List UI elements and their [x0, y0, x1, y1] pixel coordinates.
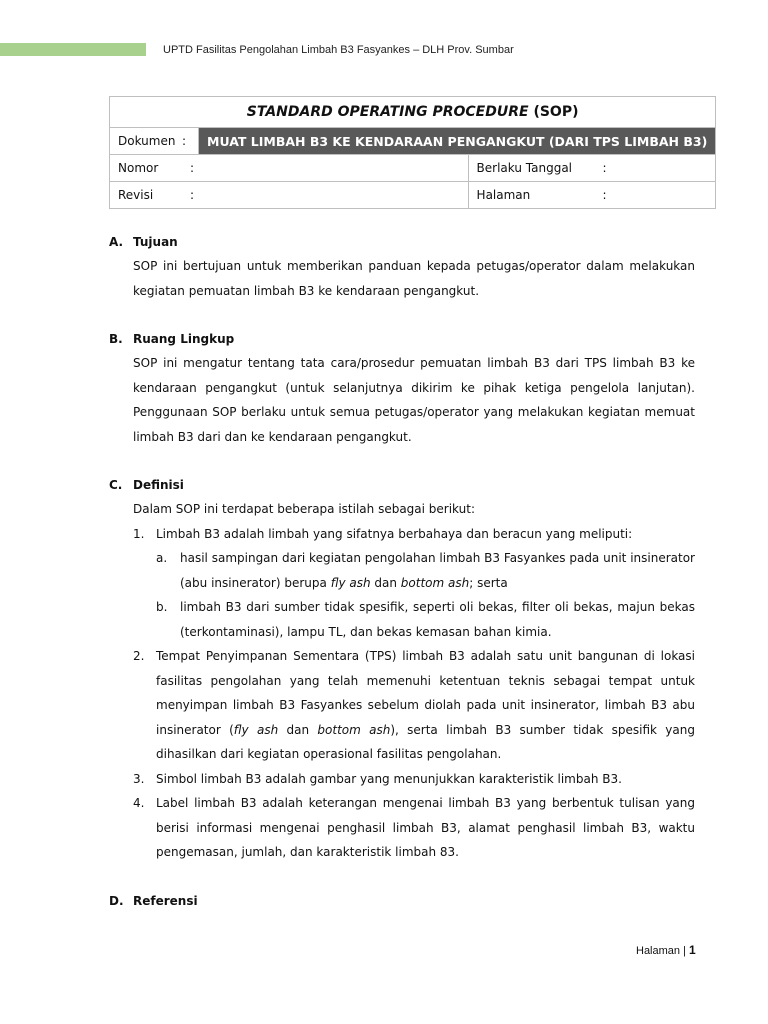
definition-number: 4.	[133, 796, 145, 810]
sop-info-table	[109, 96, 716, 209]
section-a-letter: A.	[109, 235, 124, 249]
definition-item-3	[133, 767, 695, 792]
definition-text: Label limbah B3 adalah keterangan mengenai limbah B3 yang berbentuk tulisan yang berisi informasi mengenai penghasil limbah B3, alamat penghasil limbah B3, waktu pengemasan, jumlah, dan karakteristik limbah 83.	[156, 796, 695, 859]
dokumen-cell	[110, 128, 199, 155]
halaman-colon: :	[602, 188, 607, 202]
section-b-letter: B.	[109, 332, 123, 346]
dokumen-value: MUAT LIMBAH B3 KE KENDARAAN PENGANGKUT (DARI TPS LIMBAH B3)	[199, 128, 716, 155]
revisi-label: Revisi	[118, 188, 154, 202]
sop-title	[110, 97, 716, 128]
berlaku-cell	[468, 155, 716, 182]
section-b-heading	[109, 327, 695, 351]
section-d-title: Referensi	[133, 893, 198, 908]
section-c-intro: Dalam SOP ini terdapat beberapa istilah sebagai berikut:	[133, 502, 475, 516]
berlaku-label: Berlaku Tanggal	[476, 161, 573, 175]
berlaku-colon: :	[602, 161, 607, 175]
page-footer	[636, 943, 696, 957]
section-b-title: Ruang Lingkup	[133, 332, 235, 346]
definition-item-1	[133, 522, 695, 645]
halaman-label: Halaman	[476, 188, 531, 202]
definition-text: Limbah B3 adalah limbah yang sifatnya berbahaya dan beracun yang meliputi:	[156, 526, 633, 541]
definition-text: Simbol limbah B3 adalah gambar yang menunjukkan karakteristik limbah B3.	[156, 771, 622, 786]
revisi-cell	[110, 182, 469, 209]
definition-number: 2.	[133, 649, 145, 663]
section-c-letter: C.	[109, 478, 123, 492]
sop-content	[109, 230, 695, 913]
section-d-heading	[109, 889, 695, 913]
definition-item-2	[133, 644, 695, 767]
section-a-title: Tujuan	[133, 235, 178, 249]
subitem-label: b.	[156, 600, 168, 614]
section-b-text: SOP ini mengatur tentang tata cara/prosedur pemuatan limbah B3 dari TPS limbah B3 ke kendaraan pengangkut (untuk selanjutnya dikirim ke pihak ketiga pengelola lanjutan). Penggunaan SOP berlaku untuk semua petugas/operator yang melakukan kegiatan memuat limbah B3 dari dan ke kendaraan pengangkut.	[133, 356, 695, 444]
sop-title-suffix: (SOP)	[528, 104, 579, 120]
definition-subitem-b	[156, 595, 695, 644]
definition-number: 3.	[133, 771, 145, 786]
subitem-label: a.	[156, 551, 168, 565]
page-header: UPTD Fasilitas Pengolahan Limbah B3 Fasyankes – DLH Prov. Sumbar	[163, 44, 514, 56]
nomor-colon: :	[190, 161, 195, 175]
definition-number: 1.	[133, 526, 145, 541]
definition-item-4	[133, 791, 695, 865]
revisi-colon: :	[190, 188, 195, 202]
page-number: 1	[689, 943, 696, 957]
definition-subitem-a	[156, 546, 695, 595]
nomor-label: Nomor	[118, 161, 159, 175]
subitem-text: limbah B3 dari sumber tidak spesifik, seperti oli bekas, filter oli bekas, majun bekas (terkontaminasi), lampu TL, dan bekas kemasan bahan kimia.	[180, 600, 695, 639]
definition-list	[133, 522, 695, 865]
section-a-text: SOP ini bertujuan untuk memberikan panduan kepada petugas/operator dalam melakukan kegiatan pemuatan limbah B3 ke kendaraan pengangkut.	[133, 259, 695, 298]
subitem-text: hasil sampingan dari kegiatan pengolahan limbah B3 Fasyankes pada unit insinerator (abu insinerator) berupa fly ash dan bottom ash; serta	[180, 551, 695, 590]
footer-label: Halaman |	[636, 945, 689, 957]
section-c-heading	[109, 473, 695, 497]
definition-text: Tempat Penyimpanan Sementara (TPS) limbah B3 adalah satu unit bangunan di lokasi fasilitas pengolahan yang telah memenuhi ketentuan teknis sebagai tempat untuk menyimpan limbah B3 Fasyankes sebelum diolah pada unit insinerator, limbah B3 abu insinerator (fly ash dan bottom ash), serta limbah B3 sumber tidak spesifik yang dihasilkan dari kegiatan operasional fasilitas pengolahan.	[156, 649, 695, 761]
dokumen-colon: :	[182, 134, 187, 148]
header-accent-bar	[0, 43, 146, 56]
dokumen-label: Dokumen	[118, 134, 176, 148]
nomor-cell	[110, 155, 469, 182]
halaman-cell	[468, 182, 716, 209]
section-a-heading	[109, 230, 695, 254]
sop-title-italic: STANDARD OPERATING PROCEDURE	[246, 104, 529, 120]
section-c-title: Definisi	[133, 478, 184, 492]
section-d-letter: D.	[109, 893, 124, 908]
